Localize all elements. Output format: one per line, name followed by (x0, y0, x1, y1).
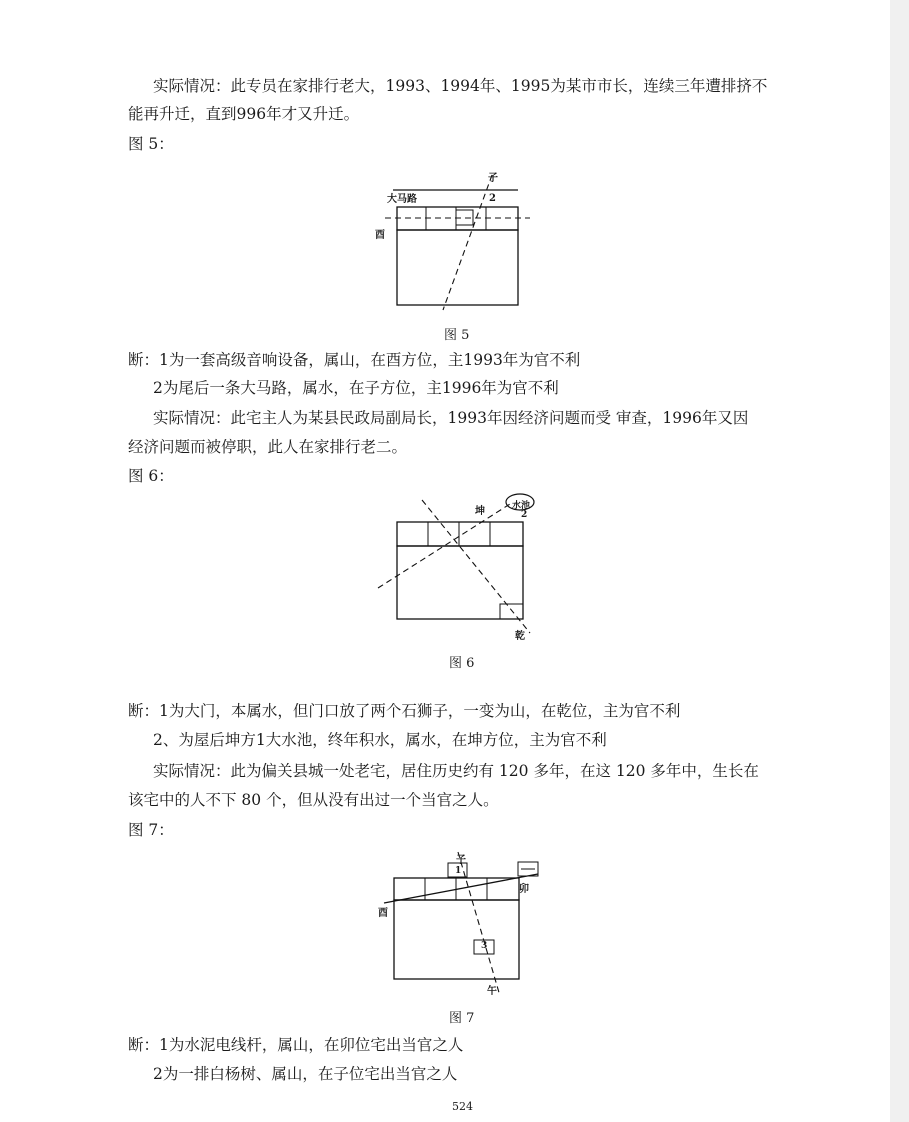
zi-wu-axis (458, 852, 500, 996)
fig5-road-label: 大马路 (387, 194, 417, 205)
house-body (397, 546, 523, 619)
scan-margin-strip (890, 0, 909, 1122)
fig6-caption: 图 6 (449, 656, 475, 671)
house-top-row (397, 522, 523, 546)
page-number: 524 (452, 1100, 473, 1113)
fig5-caption: 图 5 (444, 328, 470, 343)
fig7-num3-label: 3 (481, 941, 488, 951)
fig5-num-label: 2 (489, 193, 496, 204)
fig7-wu-label: 午 (487, 986, 497, 997)
north-south-axis (443, 175, 492, 310)
fig6-pool-label: 水池 (512, 501, 531, 511)
duan5-line1: 断：1为一套高级音响设备，属山，在酉方位，主1993年为官不利 (128, 351, 581, 369)
gate-box (500, 604, 523, 619)
fig6-qian-label: 乾 (515, 631, 525, 642)
para2-line2: 经济问题而被停职，此人在家排行老二。 (128, 438, 408, 456)
fig5-zi-label: 子 (488, 173, 498, 184)
duan7-line2: 2为一排白杨树、属山，在子位宅出当官之人 (153, 1065, 458, 1083)
fig7-heading: 图 7： (128, 821, 174, 839)
para2-line1: 实际情况：此宅主人为某县民政局副局长，1993年因经济问题而受 审查，1996年又因 (153, 409, 749, 427)
fig7-mao-label: 卯 (519, 884, 529, 895)
fig5-heading: 图 5： (128, 135, 174, 153)
para3-line2: 该宅中的人不下 80 个，但从没有出过一个当官之人。 (128, 791, 499, 809)
fig7-zi-label: 子 (456, 855, 466, 866)
fig6-kun-label: 坤 (475, 506, 485, 517)
fig7-caption: 图 7 (449, 1011, 475, 1026)
duan7-line1: 断：1为水泥电线杆，属山，在卯位宅出当官之人 (128, 1036, 464, 1054)
fig6-num-label: 2 (521, 510, 528, 520)
fig7-num1-label: 1 (455, 866, 462, 876)
fig6-heading: 图 6： (128, 467, 174, 485)
house-body (397, 230, 518, 305)
fig5-xi-label: 酉 (375, 230, 385, 241)
duan5-line2: 2为尾后一条大马路，属水，在子方位，主1996年为官不利 (153, 379, 559, 397)
para1-line2: 能再升迁，直到996年才又升迁。 (128, 105, 360, 123)
para1-line1: 实际情况：此专员在家排行老大，1993、1994年、1995为某市市长，连续三年遭排挤不 (153, 77, 768, 95)
para3-line1: 实际情况：此为偏关县城一处老宅，居住历史约有 120 多年，在这 120 多年中，生长在 (153, 762, 759, 780)
duan6-line2: 2、为屋后坤方1大水池，终年积水，属水，在坤方位，主为官不利 (153, 731, 607, 749)
figure-5-diagram (360, 160, 550, 320)
house-body (394, 900, 519, 979)
kun-qian-axis (422, 500, 530, 633)
duan6-line1: 断：1为大门，本属水，但门口放了两个石狮子，一变为山，在乾位，主为官不利 (128, 702, 681, 720)
fig7-xi-label: 酉 (378, 908, 388, 919)
